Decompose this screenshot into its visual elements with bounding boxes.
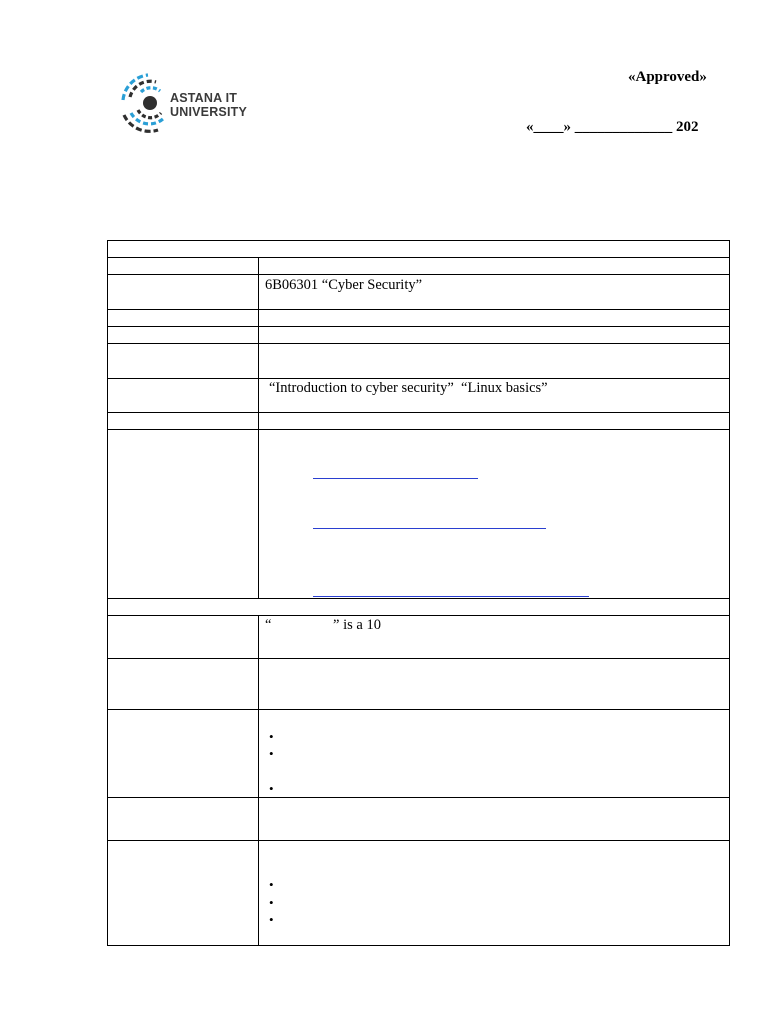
approved-heading: «Approved» bbox=[628, 69, 707, 85]
table-row-divider bbox=[108, 343, 729, 344]
bullet-item: • bbox=[269, 912, 274, 927]
table-row-divider bbox=[108, 412, 729, 413]
bullet-item: • bbox=[269, 877, 274, 892]
logo-text bbox=[170, 91, 247, 119]
bullet-item: • bbox=[269, 781, 274, 796]
table-row-divider bbox=[108, 658, 729, 659]
table-row-divider bbox=[108, 429, 729, 430]
literature-link[interactable] bbox=[313, 596, 589, 597]
bullet-item: • bbox=[269, 729, 274, 744]
program-code-cell: 6B06301 “Cyber Security” bbox=[265, 277, 423, 293]
table-row-divider bbox=[108, 615, 729, 616]
literature-link[interactable] bbox=[313, 528, 546, 529]
table-row-divider bbox=[108, 326, 729, 327]
table-row-divider bbox=[108, 378, 729, 379]
bullet-item: • bbox=[269, 746, 274, 761]
table-row-divider bbox=[108, 598, 729, 599]
table-row-divider bbox=[108, 840, 729, 841]
table-row-divider bbox=[108, 274, 729, 275]
table-column-divider bbox=[258, 257, 259, 598]
university-logo bbox=[118, 70, 248, 138]
syllabus-table bbox=[107, 240, 730, 946]
table-column-divider bbox=[258, 615, 259, 946]
table-row-divider bbox=[108, 257, 729, 258]
approval-date-line: «____» _____________ 202 bbox=[526, 119, 699, 135]
prerequisites-cell: “Introduction to cyber security” “Linux basics” bbox=[269, 380, 548, 396]
table-row-divider bbox=[108, 709, 729, 710]
course-description-cell: “ ” is a 10 bbox=[265, 617, 381, 633]
bullet-item: • bbox=[269, 895, 274, 910]
logo-text-line1: ASTANA IT bbox=[170, 91, 238, 105]
table-row-divider bbox=[108, 309, 729, 310]
logo-emblem-icon bbox=[118, 70, 170, 138]
logo-text-line2: UNIVERSITY bbox=[170, 105, 248, 119]
table-row-divider bbox=[108, 797, 729, 798]
literature-link[interactable] bbox=[313, 478, 478, 479]
